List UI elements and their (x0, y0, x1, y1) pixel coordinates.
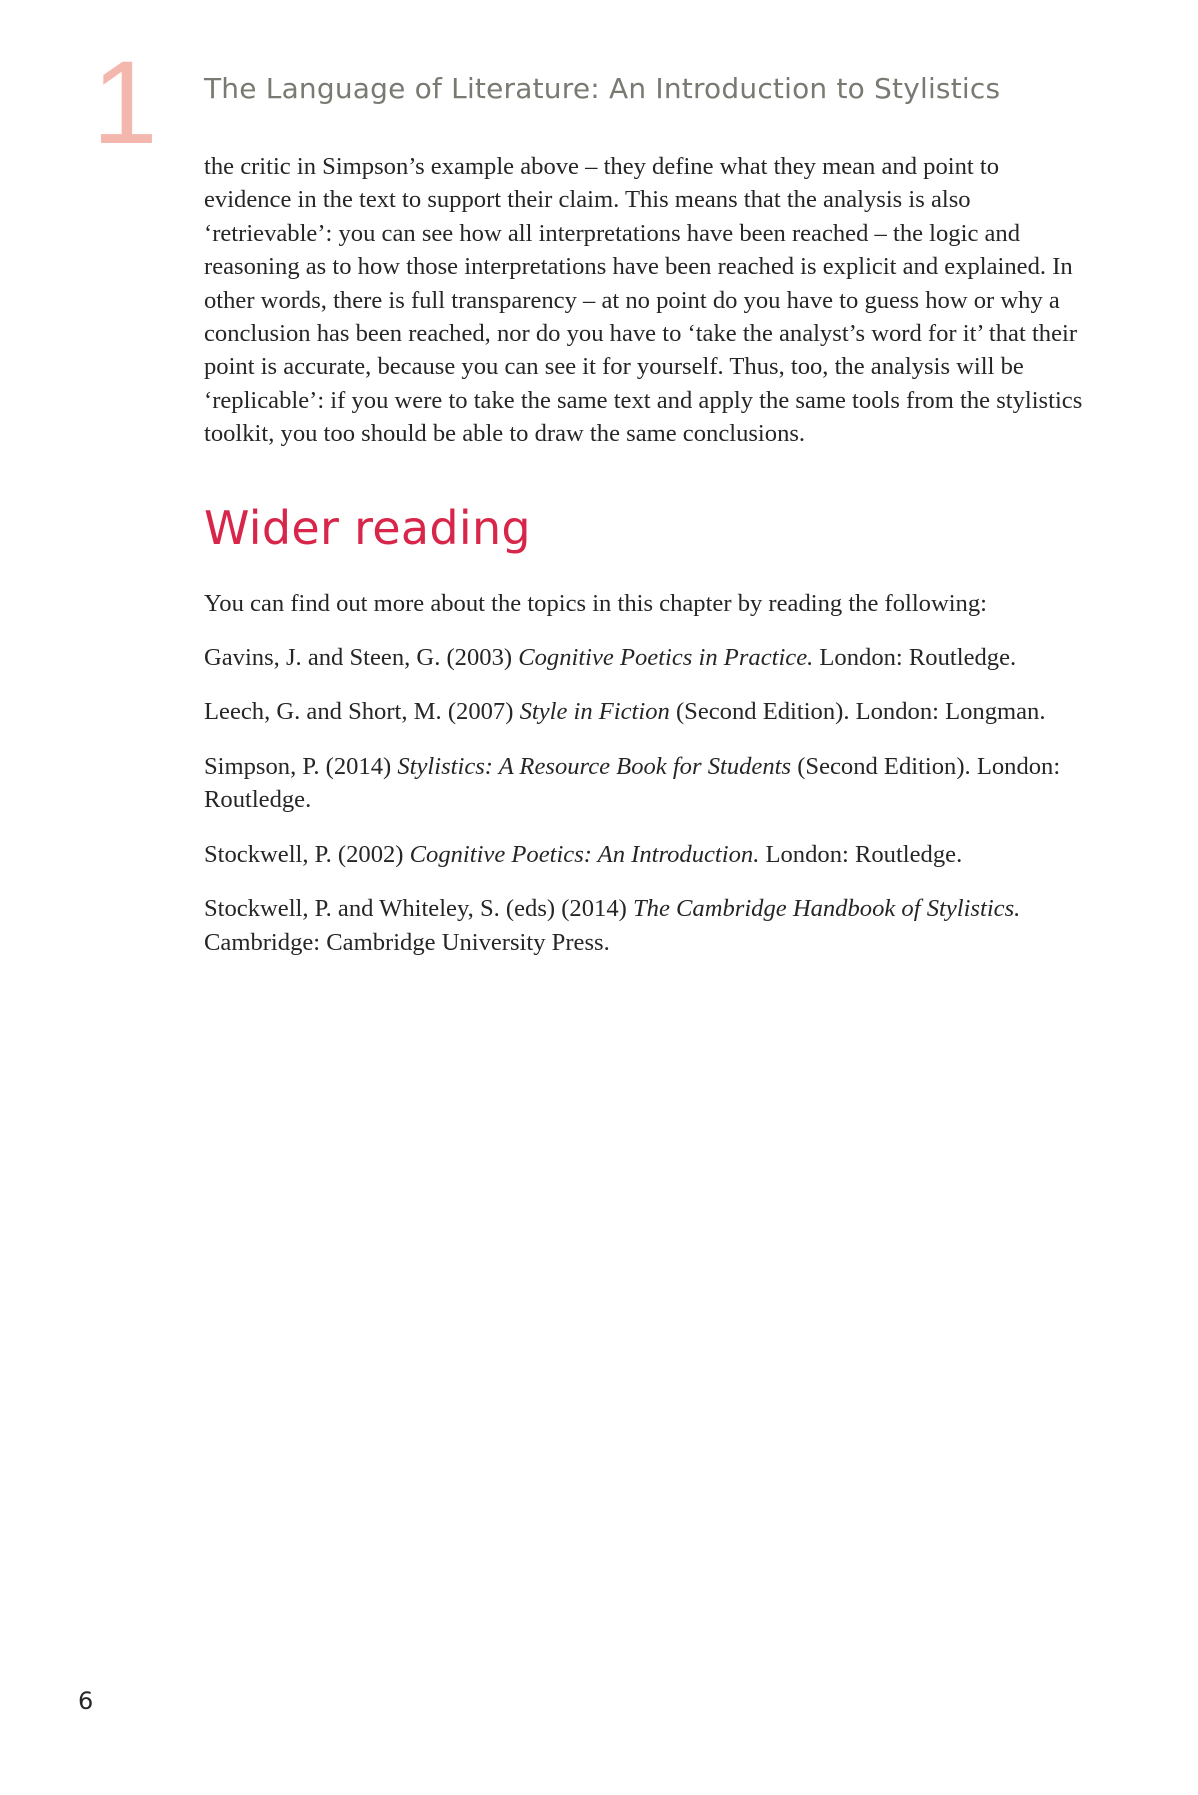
reference-publisher: Cambridge: Cambridge University Press. (204, 928, 610, 956)
reference-publisher: London: Routledge. (759, 840, 963, 868)
reference-title: Cognitive Poetics: An Introduction. (409, 840, 760, 868)
reference-item (204, 750, 1084, 817)
reference-authors: Gavins, J. and Steen, G. (2003) (204, 644, 519, 672)
reference-title: Style in Fiction (519, 698, 670, 726)
page-content (204, 150, 1084, 959)
reference-authors: Stockwell, P. and Whiteley, S. (eds) (2014) (204, 895, 633, 923)
reference-authors: Simpson, P. (2014) (204, 752, 398, 780)
reference-title: Cognitive Poetics in Practice. (518, 644, 814, 672)
reference-item (204, 838, 1084, 871)
reference-item (204, 892, 1084, 959)
wider-reading-intro: You can find out more about the topics in this chapter by reading the following: (204, 589, 987, 617)
section-heading-wider-reading: Wider reading (204, 500, 531, 555)
reference-item (204, 695, 1084, 728)
reference-title: Stylistics: A Resource Book for Students (397, 752, 792, 780)
body-paragraph: the critic in Simpson’s example above – they define what they mean and point to evidence in the text to support their claim. This means that the analysis is also ‘retrievable’: you can see how all interpretations have been reached – the logic and reasoning as to how those interpretations have been reached is explicit and explained. In other words, there is full transparency – at no point do you have to guess how or why a conclusion has been reached, nor do you have to ‘take the analyst’s word for it’ that their point is accurate, because you can see it for yourself. Thus, too, the analysis will be ‘replicable’: if you were to take the same text and apply the same tools from the stylistics toolkit, you too should be able to draw the same conclusions. (204, 153, 1083, 448)
running-title: The Language of Literature: An Introduction to Stylistics (204, 72, 1001, 105)
reference-list (204, 641, 1084, 959)
reference-authors: Stockwell, P. (2002) (204, 840, 410, 868)
reference-title: The Cambridge Handbook of Stylistics. (632, 895, 1021, 923)
reference-publisher: (Second Edition). London: Routledge. (204, 752, 1061, 814)
page-number: 6 (78, 1687, 94, 1715)
reference-publisher: London: Routledge. (813, 644, 1017, 672)
reference-item (204, 641, 1084, 674)
reference-publisher: (Second Edition). London: Longman. (669, 698, 1046, 726)
chapter-number: 1 (92, 37, 158, 169)
reference-authors: Leech, G. and Short, M. (2007) (204, 698, 520, 726)
